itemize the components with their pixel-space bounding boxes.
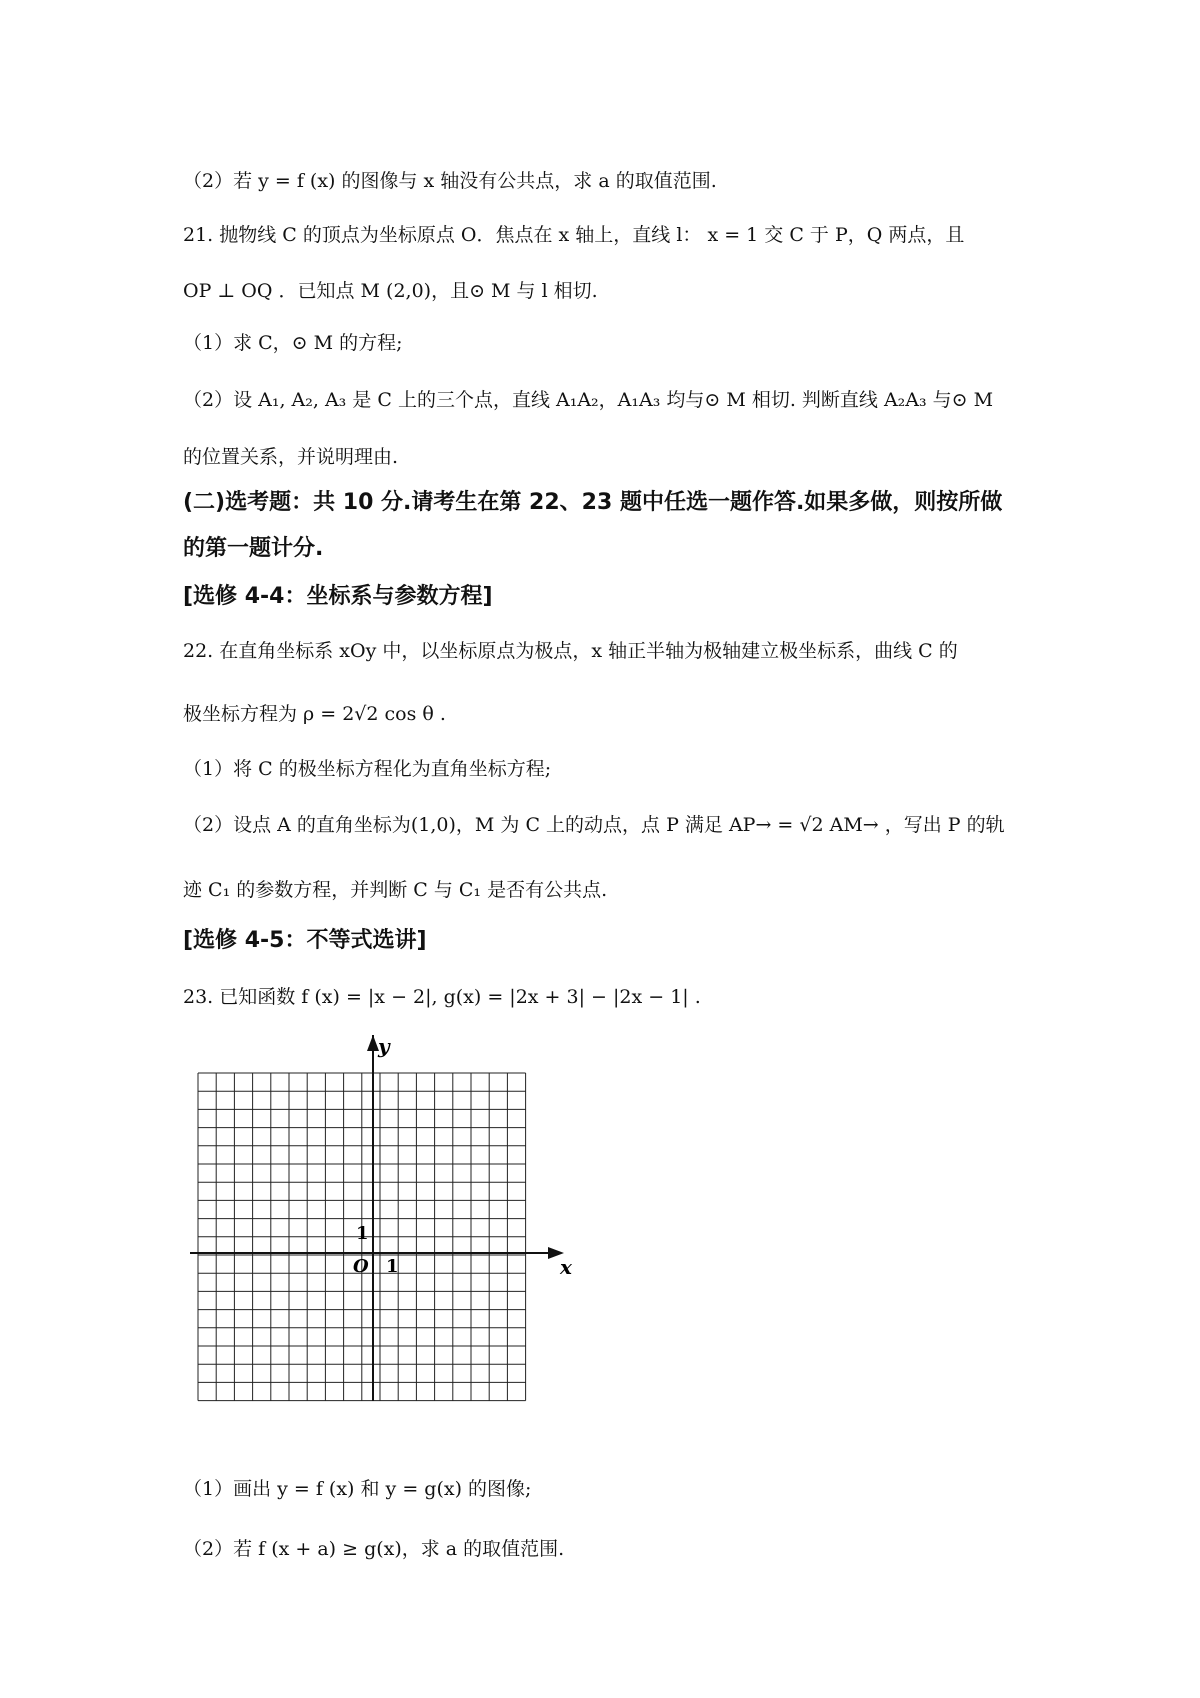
section-heading-optional-cont: 的第一题计分.: [183, 536, 324, 561]
problem-23-statement: 23. 已知函数 f (x) = |x − 2|, g(x) = |2x + 3| − |2x − 1| .: [183, 986, 701, 1008]
coordinate-grid-svg: [190, 1035, 590, 1435]
problem-22-part-2-cont: 迹 C₁ 的参数方程，并判断 C 与 C₁ 是否有公共点.: [183, 879, 608, 901]
y-axis-label: y: [378, 1035, 390, 1058]
x-axis-label: x: [560, 1255, 572, 1279]
problem-20-part-2: （2）若 y = f (x) 的图像与 x 轴没有公共点，求 a 的取值范围.: [183, 170, 717, 192]
origin-label: O: [353, 1256, 369, 1277]
section-heading-4-5: [选修 4-5：不等式选讲]: [183, 928, 427, 953]
problem-22-statement: 22. 在直角坐标系 xOy 中，以坐标原点为极点，x 轴正半轴为极轴建立极坐标系，曲线 C 的: [183, 640, 958, 662]
problem-21-part-2: （2）设 A₁, A₂, A₃ 是 C 上的三个点，直线 A₁A₂，A₁A₃ 均与⊙ M 相切. 判断直线 A₂A₃ 与⊙ M: [183, 389, 994, 411]
section-heading-optional: (二)选考题：共 10 分.请考生在第 22、23 题中任选一题作答.如果多做，则按所做: [183, 490, 1003, 515]
y-tick-label: 1: [356, 1223, 369, 1244]
problem-22-statement-cont: 极坐标方程为 ρ = 2√2 cos θ .: [183, 703, 446, 725]
problem-21-part-2-cont: 的位置关系，并说明理由.: [183, 446, 399, 468]
section-heading-4-4: [选修 4-4：坐标系与参数方程]: [183, 584, 493, 609]
problem-23-part-2: （2）若 f (x + a) ≥ g(x)，求 a 的取值范围.: [183, 1538, 565, 1560]
problem-23-part-1: （1）画出 y = f (x) 和 y = g(x) 的图像;: [183, 1478, 532, 1500]
coordinate-grid: [190, 1035, 590, 1435]
problem-22-part-1: （1）将 C 的极坐标方程化为直角坐标方程;: [183, 758, 552, 780]
problem-21-statement: 21. 抛物线 C 的顶点为坐标原点 O．焦点在 x 轴上，直线 l： x = 1 交 C 于 P，Q 两点，且: [183, 224, 965, 246]
problem-22-part-2: （2）设点 A 的直角坐标为(1,0)，M 为 C 上的动点，点 P 满足 AP→ = √2 AM→ ，写出 P 的轨: [183, 814, 1005, 836]
x-tick-label: 1: [386, 1256, 399, 1277]
problem-21-statement-cont: OP ⊥ OQ ．已知点 M (2,0)，且⊙ M 与 l 相切.: [183, 280, 598, 302]
problem-21-part-1: （1）求 C，⊙ M 的方程;: [183, 332, 403, 354]
